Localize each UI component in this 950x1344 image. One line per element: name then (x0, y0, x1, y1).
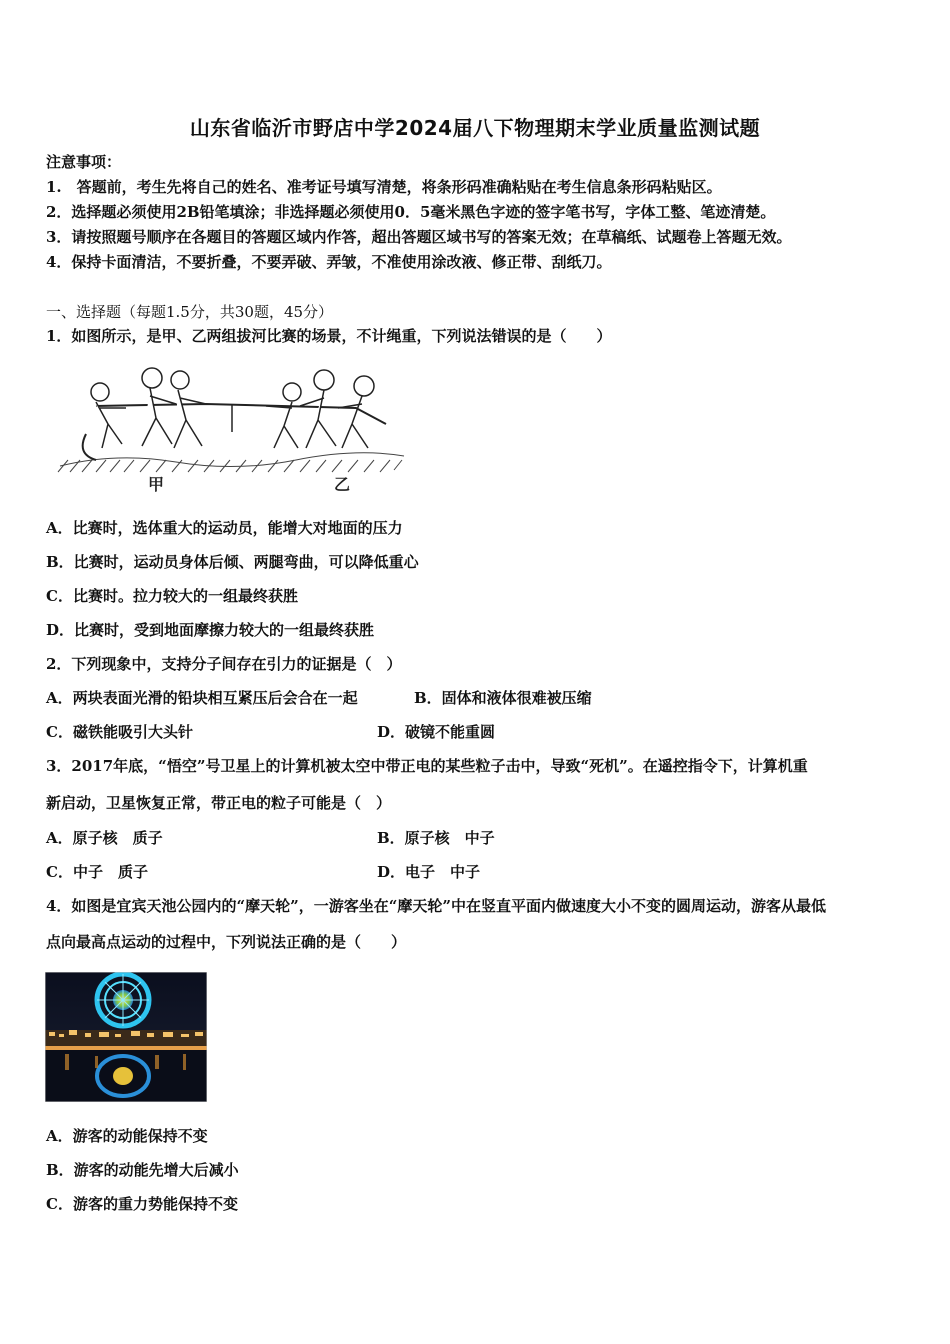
question-stem: 4．如图是宜宾天池公园内的“摩天轮”，一游客坐在“摩天轮”中在竖直平面内做速度大小不变的圆周运动，游客从最低 (46, 897, 826, 915)
notice-heading: 注意事项： (46, 153, 122, 171)
option-b: B．游客的动能先增大后减小 (46, 1161, 239, 1179)
notice-item: 3．请按照题号顺序在各题目的答题区域内作答，超出答题区域书写的答案无效；在草稿纸、试题卷上答题无效。 (46, 228, 792, 246)
question-stem-continued: 新启动，卫星恢复正常，带正电的粒子可能是（ ） (46, 794, 392, 812)
option-c: C．游客的重力势能保持不变 (46, 1195, 238, 1213)
option-b: B．固体和液体很难被压缩 (414, 689, 592, 707)
option-d: D．破镜不能重圆 (377, 723, 496, 741)
option-b: B．比赛时，运动员身体后倾、两腿弯曲，可以降低重心 (46, 553, 419, 571)
question-stem: 3．2017年底，“悟空”号卫星上的计算机被太空中带正电的某些粒子击中，导致“死机”。在遥控指令下，计算机重 (46, 757, 808, 775)
team-label-jia: 甲 (148, 475, 165, 494)
notice-item: 1. 答题前，考生先将自己的姓名、准考证号填写清楚，将条形码准确粘贴在考生信息条形码粘贴区。 (46, 178, 722, 196)
notice-item: 2．选择题必须使用2B铅笔填涂；非选择题必须使用0．5毫米黑色字迹的签字笔书写，字体工整、笔迹清楚。 (46, 203, 776, 221)
question-stem-continued: 点向最高点运动的过程中，下列说法正确的是（ ） (46, 933, 407, 951)
option-d: D．电子 中子 (377, 863, 481, 881)
option-c: C．中子 质子 (46, 863, 148, 881)
option-a: A．游客的动能保持不变 (46, 1127, 208, 1145)
option-b: B．原子核 中子 (377, 829, 495, 847)
notice-item: 4．保持卡面清洁，不要折叠，不要弄破、弄皱，不准使用涂改液、修正带、刮纸刀。 (46, 253, 612, 271)
question-stem: 2．下列现象中，支持分子间存在引力的证据是（ ） (46, 655, 402, 673)
question-stem: 1．如图所示，是甲、乙两组拔河比赛的场景，不计绳重，下列说法错误的是（ ） (46, 327, 612, 345)
option-a: A．比赛时，选体重大的运动员，能增大对地面的压力 (46, 519, 403, 537)
exam-title: 山东省临沂市野店中学2024届八下物理期末学业质量监测试题 (189, 116, 761, 140)
team-label-yi: 乙 (334, 475, 351, 494)
ferris-wheel-photo (45, 972, 207, 1102)
option-a: A．两块表面光滑的铅块相互紧压后会合在一起 (46, 689, 358, 707)
tug-of-war-figure (56, 364, 408, 496)
section-heading: 一、选择题（每题1.5分，共30题，45分） (46, 303, 334, 321)
option-d: D．比赛时，受到地面摩擦力较大的一组最终获胜 (46, 621, 375, 639)
option-a: A．原子核 质子 (46, 829, 163, 847)
option-c: C．磁铁能吸引大头针 (46, 723, 193, 741)
option-c: C．比赛时。拉力较大的一组最终获胜 (46, 587, 298, 605)
